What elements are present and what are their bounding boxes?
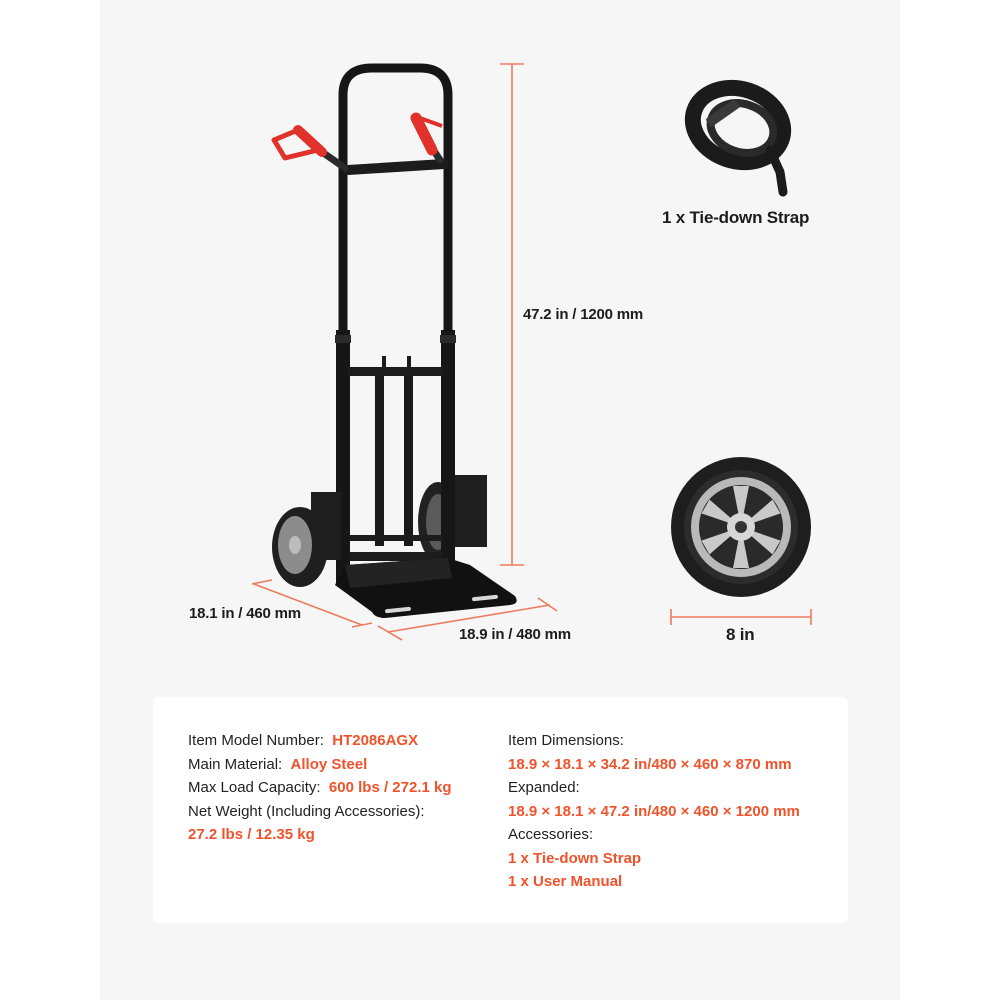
accessory-item: 1 x Tie-down Strap: [508, 849, 642, 867]
spec-value: 600 lbs / 272.1 kg: [328, 779, 452, 796]
spec-value: 18.9 × 18.1 × 47.2 in/480 × 460 × 1200 mm: [508, 802, 800, 820]
height-dimension-line: [500, 64, 524, 565]
spec-key: Net Weight (Including Accessories):: [188, 802, 425, 820]
spec-key: Expanded:: [508, 779, 580, 796]
spec-key: Item Model Number:: [188, 732, 324, 749]
wheel-image: [671, 457, 811, 597]
spec-key: Item Dimensions:: [508, 732, 624, 749]
spec-value: 18.9 × 18.1 × 34.2 in/480 × 460 × 870 mm: [508, 755, 792, 773]
spec-key: Accessories:: [508, 826, 594, 843]
hand-truck-left-wheel: [272, 507, 328, 587]
tie-down-strap-image: [683, 77, 793, 192]
spec-key: Max Load Capacity:: [188, 779, 321, 796]
spec-row-material: [188, 753, 452, 777]
wheel-dimension-line: [671, 609, 811, 625]
width-dimension-label: 18.9 in / 480 mm: [459, 626, 571, 643]
spec-card: [153, 697, 848, 923]
spec-row-capacity: [188, 776, 452, 800]
spec-key: Main Material:: [188, 755, 283, 773]
height-dimension-label: 47.2 in / 1200 mm: [523, 306, 644, 323]
wheel-size-label: 8 in: [726, 625, 755, 644]
spec-row-weight-value: [188, 823, 452, 847]
spec-value: 27.2 lbs / 12.35 kg: [188, 826, 315, 843]
spec-value: HT2086AGX: [332, 732, 419, 749]
spec-row-weight-key: [188, 800, 452, 824]
accessory-item: 1 x User Manual: [508, 873, 623, 890]
spec-value: Alloy Steel: [290, 755, 368, 773]
spec-row-model: [188, 729, 452, 753]
depth-dimension-label: 18.1 in / 460 mm: [189, 605, 301, 622]
spec-column-right: [508, 729, 800, 894]
strap-label: 1 x Tie-down Strap: [662, 208, 810, 227]
spec-column-left: [188, 729, 452, 847]
